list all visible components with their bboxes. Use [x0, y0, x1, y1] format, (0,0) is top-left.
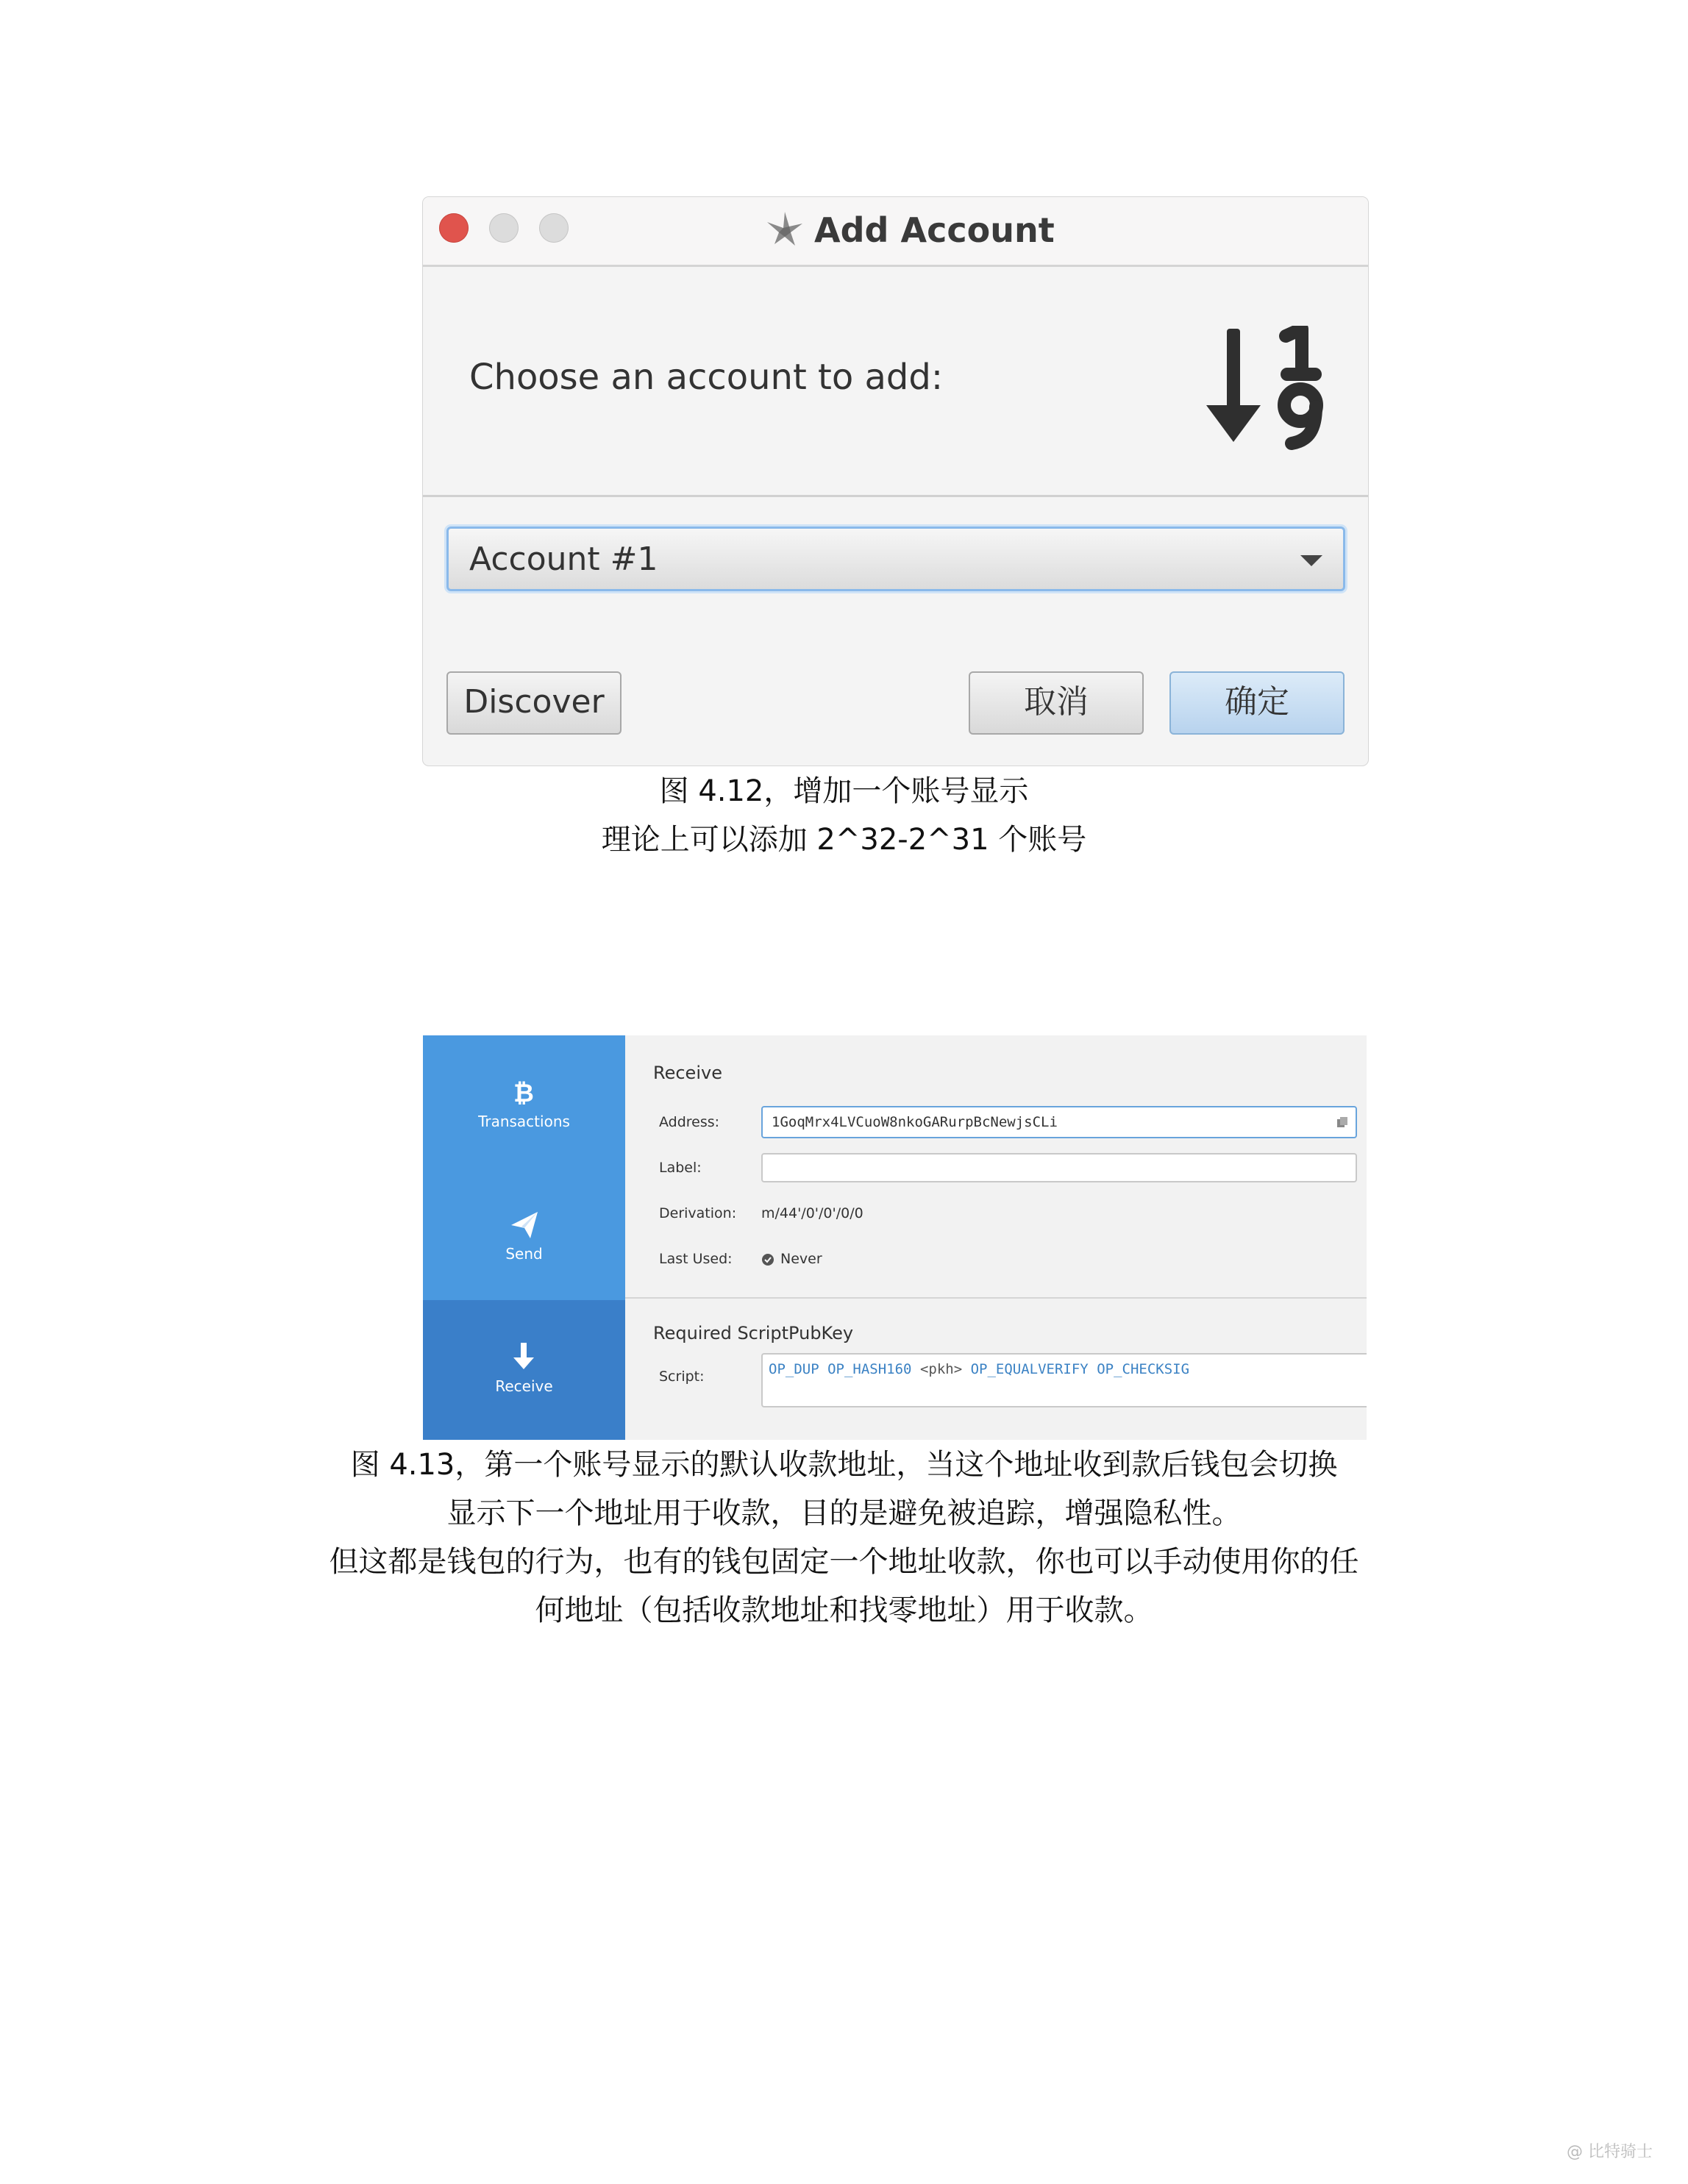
- add-account-dialog: [423, 197, 1368, 766]
- derivation-label: Derivation:: [659, 1205, 737, 1221]
- bird-logo-icon: [763, 207, 805, 250]
- sidebar-item-label: Transactions: [478, 1113, 570, 1130]
- script-field[interactable]: [761, 1353, 1367, 1407]
- dialog-header: [423, 267, 1368, 497]
- label-label: Label:: [659, 1160, 702, 1176]
- figure-caption-line: 理论上可以添加 2^32-2^31 个账号: [601, 823, 1087, 857]
- script-token: OP_CHECKSIG: [1097, 1361, 1190, 1377]
- figure-caption-line: 图 4.13，第一个账号显示的默认收款地址，当这个地址收到款后钱包会切换: [350, 1448, 1338, 1482]
- window-minimize-button[interactable]: [489, 213, 519, 243]
- derivation-value: m/44'/0'/0'/0/0: [761, 1205, 863, 1221]
- bitcoin-icon: [505, 1074, 542, 1110]
- chevron-down-icon: [1300, 555, 1322, 566]
- label-field[interactable]: [761, 1153, 1357, 1182]
- cancel-button[interactable]: 取消: [969, 671, 1144, 735]
- sidebar-item-receive[interactable]: [423, 1300, 625, 1440]
- svg-text:₿: ₿: [513, 1079, 534, 1108]
- script-token: OP_HASH160: [827, 1361, 912, 1377]
- ok-button[interactable]: 确定: [1169, 671, 1345, 735]
- script-token: OP_DUP: [769, 1361, 819, 1377]
- script-token: <pkh>: [919, 1361, 963, 1377]
- figure-caption-line: 显示下一个地址用于收款，目的是避免被追踪，增强隐私性。: [446, 1496, 1242, 1530]
- last-used-value: Never: [780, 1251, 822, 1267]
- prompt-label: Choose an account to add:: [469, 357, 944, 398]
- sidebar-item-send[interactable]: [423, 1168, 625, 1300]
- check-circle-icon: [761, 1253, 774, 1266]
- window-maximize-button[interactable]: [539, 213, 569, 243]
- section-title: Required ScriptPubKey: [653, 1323, 854, 1343]
- script-value: [769, 1359, 1189, 1380]
- script-token: OP_EQUALVERIFY: [970, 1361, 1089, 1377]
- paper-plane-icon: [505, 1206, 542, 1243]
- script-label: Script:: [659, 1368, 705, 1385]
- figure-caption-line: 但这都是钱包的行为，也有的钱包固定一个地址收款，你也可以手动使用你的任: [329, 1545, 1359, 1579]
- section-title: Receive: [653, 1063, 722, 1083]
- address-label: Address:: [659, 1114, 720, 1130]
- sidebar-item-label: Send: [505, 1245, 543, 1263]
- address-value: 1GoqMrx4LVCuoW8nkoGARurpBcNewjsCLi: [772, 1114, 1058, 1130]
- account-dropdown-value: Account #1: [469, 540, 658, 578]
- copy-icon[interactable]: [1336, 1116, 1348, 1128]
- address-field[interactable]: [761, 1106, 1357, 1138]
- account-dropdown[interactable]: [446, 527, 1345, 591]
- sort-numeric-icon: [1206, 326, 1331, 451]
- window-title: Add Account: [814, 210, 1055, 250]
- receive-panel: [625, 1035, 1367, 1440]
- window-close-button[interactable]: [439, 213, 469, 243]
- arrow-down-icon: [505, 1338, 542, 1375]
- last-used-label: Last Used:: [659, 1251, 733, 1267]
- sidebar-item-transactions[interactable]: [423, 1035, 625, 1168]
- section-divider: [625, 1297, 1367, 1299]
- watermark: @ 比特骑士: [1567, 2143, 1653, 2161]
- figure-caption-line: 何地址（包括收款地址和找零地址）用于收款。: [535, 1594, 1153, 1627]
- sidebar: [423, 1035, 625, 1440]
- sidebar-item-label: Receive: [495, 1377, 553, 1395]
- wallet-receive-screen: [423, 1035, 1367, 1440]
- discover-button[interactable]: Discover: [446, 671, 622, 735]
- window-titlebar: [423, 197, 1368, 267]
- figure-caption-line: 图 4.12，增加一个账号显示: [659, 774, 1029, 808]
